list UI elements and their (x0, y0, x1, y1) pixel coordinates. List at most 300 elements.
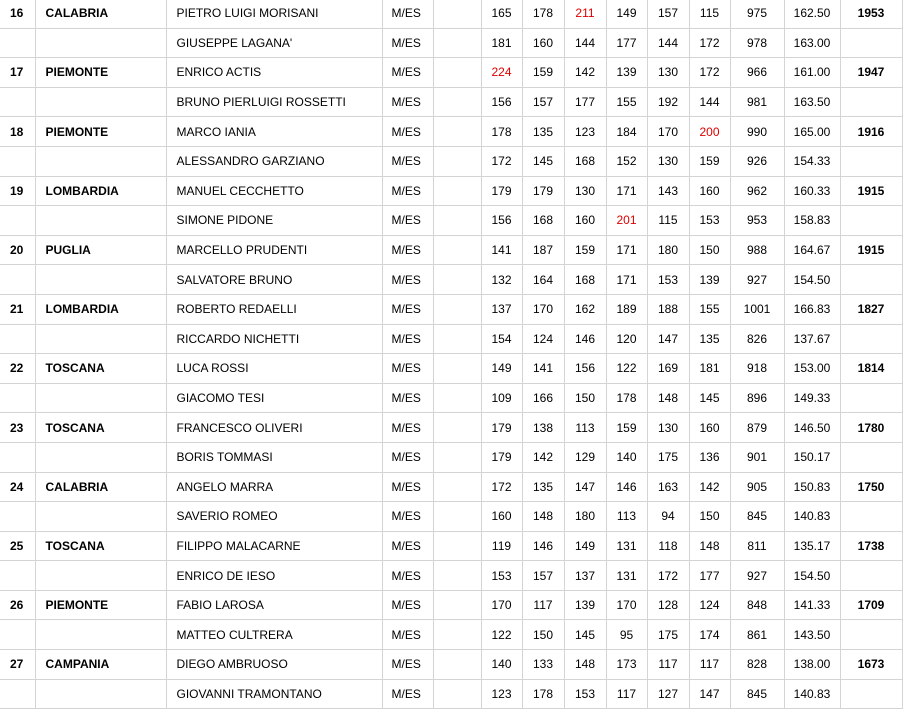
blank-cell (433, 324, 481, 354)
game-score: 178 (522, 679, 564, 709)
game-score: 113 (564, 413, 606, 443)
team-region-empty (35, 28, 166, 58)
game-score: 142 (689, 472, 730, 502)
game-score: 147 (564, 472, 606, 502)
table-row (0, 206, 902, 236)
team-position: 20 (0, 235, 35, 265)
blank-cell (433, 176, 481, 206)
player-category: M/ES (382, 324, 433, 354)
table-row (0, 354, 902, 384)
game-score: 172 (689, 58, 730, 88)
player-category: M/ES (382, 590, 433, 620)
game-score: 139 (689, 265, 730, 295)
player-sum: 811 (730, 531, 784, 561)
blank-cell (433, 58, 481, 88)
team-region: PUGLIA (35, 235, 166, 265)
game-score: 175 (647, 442, 689, 472)
player-sum: 926 (730, 146, 784, 176)
player-average: 163.50 (784, 87, 840, 117)
team-region: LOMBARDIA (35, 294, 166, 324)
player-name: ALESSANDRO GARZIANO (166, 146, 382, 176)
player-category: M/ES (382, 531, 433, 561)
team-position-empty (0, 620, 35, 650)
team-position: 22 (0, 354, 35, 384)
game-score: 127 (647, 679, 689, 709)
player-category: M/ES (382, 206, 433, 236)
game-score: 153 (481, 561, 522, 591)
game-score: 140 (481, 650, 522, 680)
team-total-empty (840, 502, 902, 532)
player-average: 162.50 (784, 0, 840, 28)
team-region: TOSCANA (35, 413, 166, 443)
game-score: 159 (606, 413, 647, 443)
game-score: 124 (522, 324, 564, 354)
game-score: 144 (564, 28, 606, 58)
player-average: 137.67 (784, 324, 840, 354)
game-score: 117 (689, 650, 730, 680)
player-name: ENRICO DE IESO (166, 561, 382, 591)
player-average: 146.50 (784, 413, 840, 443)
game-score: 163 (647, 472, 689, 502)
game-score: 179 (522, 176, 564, 206)
player-average: 154.50 (784, 265, 840, 295)
team-position-empty (0, 206, 35, 236)
team-position-empty (0, 28, 35, 58)
game-score: 159 (522, 58, 564, 88)
team-position-empty (0, 324, 35, 354)
game-score: 142 (522, 442, 564, 472)
blank-cell (433, 472, 481, 502)
game-score: 172 (481, 472, 522, 502)
player-sum: 828 (730, 650, 784, 680)
player-average: 150.17 (784, 442, 840, 472)
game-score: 147 (647, 324, 689, 354)
player-sum: 927 (730, 265, 784, 295)
team-total: 1916 (840, 117, 902, 147)
game-score: 188 (647, 294, 689, 324)
player-sum: 861 (730, 620, 784, 650)
player-average: 138.00 (784, 650, 840, 680)
game-score: 166 (522, 383, 564, 413)
player-sum: 990 (730, 117, 784, 147)
game-score: 146 (606, 472, 647, 502)
player-name: GIACOMO TESI (166, 383, 382, 413)
player-average: 153.00 (784, 354, 840, 384)
game-score: 139 (564, 590, 606, 620)
team-position: 19 (0, 176, 35, 206)
player-sum: 1001 (730, 294, 784, 324)
game-score: 147 (689, 679, 730, 709)
blank-cell (433, 442, 481, 472)
game-score: 160 (522, 28, 564, 58)
player-sum: 848 (730, 590, 784, 620)
table-row (0, 146, 902, 176)
player-average: 154.50 (784, 561, 840, 591)
game-score: 142 (564, 58, 606, 88)
game-score: 117 (647, 650, 689, 680)
player-name: PIETRO LUIGI MORISANI (166, 0, 382, 28)
player-category: M/ES (382, 176, 433, 206)
player-name: RICCARDO NICHETTI (166, 324, 382, 354)
blank-cell (433, 502, 481, 532)
game-score: 172 (481, 146, 522, 176)
team-position-empty (0, 87, 35, 117)
team-position: 17 (0, 58, 35, 88)
player-average: 135.17 (784, 531, 840, 561)
team-total: 1915 (840, 235, 902, 265)
blank-cell (433, 0, 481, 28)
team-region: TOSCANA (35, 531, 166, 561)
team-total: 1709 (840, 590, 902, 620)
game-score: 150 (522, 620, 564, 650)
table-row (0, 87, 902, 117)
player-sum: 966 (730, 58, 784, 88)
game-score: 117 (606, 679, 647, 709)
game-score: 150 (564, 383, 606, 413)
game-score: 159 (689, 146, 730, 176)
player-average: 160.33 (784, 176, 840, 206)
game-score: 165 (481, 0, 522, 28)
player-name: BORIS TOMMASI (166, 442, 382, 472)
table-row (0, 650, 902, 680)
table-row (0, 413, 902, 443)
team-total: 1814 (840, 354, 902, 384)
team-total-empty (840, 383, 902, 413)
table-row (0, 294, 902, 324)
player-name: FILIPPO MALACARNE (166, 531, 382, 561)
game-score: 180 (647, 235, 689, 265)
player-sum: 927 (730, 561, 784, 591)
blank-cell (433, 146, 481, 176)
game-score: 148 (689, 531, 730, 561)
team-total: 1738 (840, 531, 902, 561)
game-score: 189 (606, 294, 647, 324)
game-score: 149 (481, 354, 522, 384)
player-sum: 845 (730, 679, 784, 709)
game-score: 160 (689, 413, 730, 443)
blank-cell (433, 265, 481, 295)
game-score: 149 (606, 0, 647, 28)
blank-cell (433, 354, 481, 384)
table-row (0, 531, 902, 561)
team-position: 27 (0, 650, 35, 680)
game-score: 130 (647, 146, 689, 176)
player-category: M/ES (382, 354, 433, 384)
player-name: SALVATORE BRUNO (166, 265, 382, 295)
game-score: 177 (606, 28, 647, 58)
player-category: M/ES (382, 679, 433, 709)
game-score: 135 (522, 472, 564, 502)
game-score: 156 (481, 206, 522, 236)
player-average: 158.83 (784, 206, 840, 236)
player-average: 164.67 (784, 235, 840, 265)
player-category: M/ES (382, 28, 433, 58)
blank-cell (433, 28, 481, 58)
blank-cell (433, 87, 481, 117)
game-score: 94 (647, 502, 689, 532)
player-sum: 905 (730, 472, 784, 502)
player-category: M/ES (382, 620, 433, 650)
table-row (0, 265, 902, 295)
game-score: 171 (606, 265, 647, 295)
team-position: 16 (0, 0, 35, 28)
player-category: M/ES (382, 146, 433, 176)
game-score: 181 (481, 28, 522, 58)
player-sum: 975 (730, 0, 784, 28)
game-score: 171 (606, 176, 647, 206)
game-score: 169 (647, 354, 689, 384)
game-score: 164 (522, 265, 564, 295)
game-score: 135 (522, 117, 564, 147)
team-total-empty (840, 324, 902, 354)
team-position-empty (0, 442, 35, 472)
game-score: 131 (606, 561, 647, 591)
team-region-empty (35, 442, 166, 472)
game-score: 122 (606, 354, 647, 384)
game-score-highlight: 201 (606, 206, 647, 236)
game-score: 152 (606, 146, 647, 176)
player-category: M/ES (382, 413, 433, 443)
player-sum: 953 (730, 206, 784, 236)
team-total: 1953 (840, 0, 902, 28)
game-score: 150 (689, 502, 730, 532)
player-sum: 845 (730, 502, 784, 532)
game-score-highlight: 224 (481, 58, 522, 88)
team-total: 1827 (840, 294, 902, 324)
game-score: 157 (647, 0, 689, 28)
team-total-empty (840, 28, 902, 58)
team-total-empty (840, 561, 902, 591)
team-position: 26 (0, 590, 35, 620)
team-total-empty (840, 206, 902, 236)
game-score: 153 (647, 265, 689, 295)
game-score: 156 (481, 87, 522, 117)
player-name: BRUNO PIERLUIGI ROSSETTI (166, 87, 382, 117)
game-score: 141 (481, 235, 522, 265)
blank-cell (433, 590, 481, 620)
game-score: 177 (689, 561, 730, 591)
blank-cell (433, 206, 481, 236)
table-row (0, 235, 902, 265)
game-score: 177 (564, 87, 606, 117)
team-region: CAMPANIA (35, 650, 166, 680)
player-name: GIOVANNI TRAMONTANO (166, 679, 382, 709)
game-score: 137 (564, 561, 606, 591)
game-score: 124 (689, 590, 730, 620)
blank-cell (433, 235, 481, 265)
player-category: M/ES (382, 561, 433, 591)
player-name: LUCA ROSSI (166, 354, 382, 384)
blank-cell (433, 413, 481, 443)
player-name: SAVERIO ROMEO (166, 502, 382, 532)
team-position: 21 (0, 294, 35, 324)
game-score: 115 (689, 0, 730, 28)
player-name: MATTEO CULTRERA (166, 620, 382, 650)
team-region: PIEMONTE (35, 58, 166, 88)
table-row (0, 472, 902, 502)
game-score: 179 (481, 176, 522, 206)
game-score: 109 (481, 383, 522, 413)
game-score: 170 (522, 294, 564, 324)
player-sum: 981 (730, 87, 784, 117)
game-score: 128 (647, 590, 689, 620)
team-total-empty (840, 620, 902, 650)
table-row (0, 324, 902, 354)
player-average: 154.33 (784, 146, 840, 176)
player-sum: 988 (730, 235, 784, 265)
player-name: DIEGO AMBRUOSO (166, 650, 382, 680)
game-score: 123 (564, 117, 606, 147)
game-score: 170 (647, 117, 689, 147)
player-sum: 826 (730, 324, 784, 354)
team-position-empty (0, 265, 35, 295)
player-category: M/ES (382, 265, 433, 295)
table-row (0, 0, 902, 28)
game-score: 140 (606, 442, 647, 472)
player-average: 143.50 (784, 620, 840, 650)
team-position: 24 (0, 472, 35, 502)
team-total: 1750 (840, 472, 902, 502)
team-total: 1915 (840, 176, 902, 206)
player-sum: 896 (730, 383, 784, 413)
player-average: 140.83 (784, 502, 840, 532)
team-position: 23 (0, 413, 35, 443)
blank-cell (433, 531, 481, 561)
game-score: 143 (647, 176, 689, 206)
game-score: 95 (606, 620, 647, 650)
game-score: 145 (564, 620, 606, 650)
team-total: 1780 (840, 413, 902, 443)
game-score: 129 (564, 442, 606, 472)
game-score: 174 (689, 620, 730, 650)
game-score: 117 (522, 590, 564, 620)
game-score: 172 (689, 28, 730, 58)
game-score: 135 (689, 324, 730, 354)
team-region-empty (35, 146, 166, 176)
game-score: 171 (606, 235, 647, 265)
team-region-empty (35, 206, 166, 236)
game-score: 162 (564, 294, 606, 324)
team-position-empty (0, 561, 35, 591)
team-region: PIEMONTE (35, 590, 166, 620)
player-name: MARCO IANIA (166, 117, 382, 147)
game-score: 155 (606, 87, 647, 117)
game-score: 157 (522, 561, 564, 591)
game-score: 170 (481, 590, 522, 620)
player-sum: 918 (730, 354, 784, 384)
player-category: M/ES (382, 650, 433, 680)
game-score-highlight: 211 (564, 0, 606, 28)
blank-cell (433, 620, 481, 650)
game-score: 130 (564, 176, 606, 206)
player-average: 161.00 (784, 58, 840, 88)
game-score: 181 (689, 354, 730, 384)
game-score: 192 (647, 87, 689, 117)
game-score: 156 (564, 354, 606, 384)
player-name: ENRICO ACTIS (166, 58, 382, 88)
team-position-empty (0, 146, 35, 176)
team-region-empty (35, 383, 166, 413)
team-region: TOSCANA (35, 354, 166, 384)
game-score: 120 (606, 324, 647, 354)
game-score: 187 (522, 235, 564, 265)
game-score-highlight: 200 (689, 117, 730, 147)
player-category: M/ES (382, 87, 433, 117)
game-score: 148 (564, 650, 606, 680)
table-row (0, 117, 902, 147)
game-score: 113 (606, 502, 647, 532)
game-score: 118 (647, 531, 689, 561)
game-score: 159 (564, 235, 606, 265)
player-average: 163.00 (784, 28, 840, 58)
team-region: PIEMONTE (35, 117, 166, 147)
game-score: 144 (647, 28, 689, 58)
player-category: M/ES (382, 58, 433, 88)
game-score: 150 (689, 235, 730, 265)
team-total: 1947 (840, 58, 902, 88)
table-row (0, 383, 902, 413)
blank-cell (433, 561, 481, 591)
game-score: 144 (689, 87, 730, 117)
game-score: 180 (564, 502, 606, 532)
game-score: 160 (564, 206, 606, 236)
player-category: M/ES (382, 442, 433, 472)
game-score: 148 (522, 502, 564, 532)
game-score: 137 (481, 294, 522, 324)
game-score: 138 (522, 413, 564, 443)
game-score: 168 (564, 265, 606, 295)
player-sum: 978 (730, 28, 784, 58)
table-row (0, 442, 902, 472)
player-average: 165.00 (784, 117, 840, 147)
game-score: 115 (647, 206, 689, 236)
blank-cell (433, 294, 481, 324)
game-score: 168 (564, 146, 606, 176)
player-category: M/ES (382, 472, 433, 502)
team-total: 1673 (840, 650, 902, 680)
player-name: ANGELO MARRA (166, 472, 382, 502)
game-score: 133 (522, 650, 564, 680)
game-score: 173 (606, 650, 647, 680)
table-row (0, 176, 902, 206)
player-average: 141.33 (784, 590, 840, 620)
game-score: 153 (564, 679, 606, 709)
team-region-empty (35, 561, 166, 591)
game-score: 145 (522, 146, 564, 176)
player-average: 166.83 (784, 294, 840, 324)
team-total-empty (840, 146, 902, 176)
game-score: 160 (481, 502, 522, 532)
team-position-empty (0, 383, 35, 413)
game-score: 148 (647, 383, 689, 413)
game-score: 146 (522, 531, 564, 561)
game-score: 130 (647, 58, 689, 88)
table-row (0, 28, 902, 58)
player-name: MANUEL CECCHETTO (166, 176, 382, 206)
game-score: 168 (522, 206, 564, 236)
game-score: 184 (606, 117, 647, 147)
game-score: 154 (481, 324, 522, 354)
team-region-empty (35, 87, 166, 117)
game-score: 139 (606, 58, 647, 88)
team-region-empty (35, 502, 166, 532)
table-row (0, 590, 902, 620)
team-position-empty (0, 502, 35, 532)
table-row (0, 58, 902, 88)
team-region: CALABRIA (35, 0, 166, 28)
game-score: 132 (481, 265, 522, 295)
table-row (0, 502, 902, 532)
